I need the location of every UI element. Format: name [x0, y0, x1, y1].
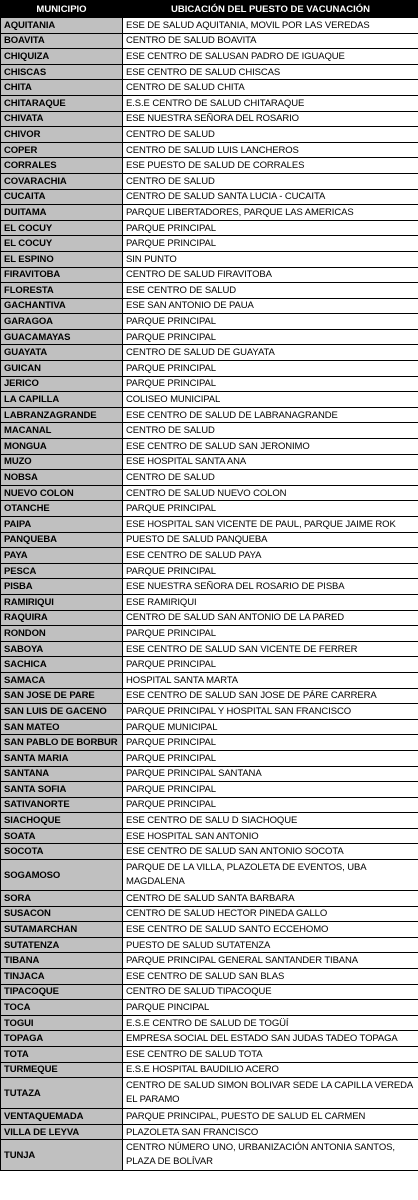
ubicacion-cell: CENTRO DE SALUD: [123, 470, 418, 486]
table-row: [1, 922, 418, 938]
table-row: [1, 111, 418, 127]
municipio-cell: CHISCAS: [1, 64, 123, 80]
municipio-cell: EL ESPINO: [1, 251, 123, 267]
ubicacion-cell: E.S.E CENTRO DE SALUD CHITARAQUE: [123, 95, 418, 111]
municipio-cell: PAIPA: [1, 517, 123, 533]
table-row: [1, 610, 418, 626]
municipio-cell: SANTA SOFIA: [1, 782, 123, 798]
ubicacion-cell: CENTRO DE SALUD: [123, 173, 418, 189]
municipio-cell: SUSACON: [1, 906, 123, 922]
municipio-cell: MACANAL: [1, 423, 123, 439]
municipio-cell: EL COCUY: [1, 220, 123, 236]
municipio-cell: GUACAMAYAS: [1, 329, 123, 345]
municipio-cell: MONGUA: [1, 439, 123, 455]
ubicacion-cell: ESE HOSPITAL SANTA ANA: [123, 454, 418, 470]
municipio-cell: TIPACOQUE: [1, 984, 123, 1000]
table-row: [1, 641, 418, 657]
table-row: [1, 828, 418, 844]
table-row: [1, 439, 418, 455]
table-row: [1, 750, 418, 766]
table-row: [1, 1047, 418, 1063]
table-row: [1, 376, 418, 392]
municipio-cell: DUITAMA: [1, 205, 123, 221]
table-row: [1, 969, 418, 985]
table-row: [1, 579, 418, 595]
municipio-cell: GARAGOA: [1, 314, 123, 330]
municipio-cell: JERICO: [1, 376, 123, 392]
ubicacion-cell: PARQUE PRINCIPAL: [123, 329, 418, 345]
ubicacion-cell: PARQUE PRINCIPAL Y HOSPITAL SAN FRANCISCO: [123, 704, 418, 720]
municipio-cell: TINJACA: [1, 969, 123, 985]
ubicacion-cell: PUESTO DE SALUD SUTATENZA: [123, 937, 418, 953]
municipio-cell: SAN PABLO DE BORBUR: [1, 735, 123, 751]
ubicacion-cell: ESE NUESTRA SEÑORA DEL ROSARIO DE PISBA: [123, 579, 418, 595]
ubicacion-cell: PARQUE LIBERTADORES, PARQUE LAS AMERICAS: [123, 205, 418, 221]
municipio-cell: CHIVOR: [1, 127, 123, 143]
ubicacion-cell: PARQUE PRINCIPAL: [123, 501, 418, 517]
ubicacion-cell: PARQUE PRINCIPAL: [123, 750, 418, 766]
ubicacion-cell: PARQUE DE LA VILLA, PLAZOLETA DE EVENTOS, UBA MAGDALENA: [123, 860, 418, 891]
ubicacion-cell: ESE CENTRO DE SALUD SANTO ECCEHOMO: [123, 922, 418, 938]
table-row: [1, 1000, 418, 1016]
ubicacion-cell: EMPRESA SOCIAL DEL ESTADO SAN JUDAS TADEO TOPAGA: [123, 1031, 418, 1047]
ubicacion-cell: PARQUE PRINCIPAL: [123, 797, 418, 813]
municipio-cell: SIACHOQUE: [1, 813, 123, 829]
table-row: [1, 548, 418, 564]
ubicacion-cell: ESE HOSPITAL SAN ANTONIO: [123, 828, 418, 844]
ubicacion-cell: PARQUE PRINCIPAL: [123, 563, 418, 579]
table-row: [1, 517, 418, 533]
table-row: [1, 64, 418, 80]
ubicacion-cell: SIN PUNTO: [123, 251, 418, 267]
municipio-cell: SANTA MARIA: [1, 750, 123, 766]
municipio-cell: BOAVITA: [1, 33, 123, 49]
ubicacion-cell: ESE NUESTRA SEÑORA DEL ROSARIO: [123, 111, 418, 127]
header-row: [1, 1, 418, 18]
ubicacion-cell: PARQUE PRINCIPAL SANTANA: [123, 766, 418, 782]
municipio-cell: NUEVO COLON: [1, 485, 123, 501]
table-row: [1, 33, 418, 49]
table-row: [1, 485, 418, 501]
ubicacion-cell: ESE CENTRO DE SALUD SAN JOSE DE PÁRE CARRERA: [123, 688, 418, 704]
table-row: [1, 735, 418, 751]
municipio-cell: COPER: [1, 142, 123, 158]
municipio-cell: TURMEQUE: [1, 1062, 123, 1078]
municipio-cell: LA CAPILLA: [1, 392, 123, 408]
ubicacion-cell: PARQUE PRINCIPAL: [123, 314, 418, 330]
table-row: [1, 1062, 418, 1078]
table-row: [1, 49, 418, 65]
ubicacion-cell: ESE CENTRO DE SALUSAN PADRO DE IGUAQUE: [123, 49, 418, 65]
table-row: [1, 782, 418, 798]
table-row: [1, 688, 418, 704]
municipio-cell: CHITA: [1, 80, 123, 96]
table-row: [1, 173, 418, 189]
ubicacion-cell: ESE CENTRO DE SALUD TOTA: [123, 1047, 418, 1063]
ubicacion-cell: CENTRO NÚMERO UNO, URBANIZACIÓN ANTONIA SANTOS, PLAZA DE BOLÍVAR: [123, 1140, 418, 1171]
table-row: [1, 657, 418, 673]
ubicacion-cell: PARQUE PRINCIPAL: [123, 626, 418, 642]
municipio-cell: TOTA: [1, 1047, 123, 1063]
municipio-cell: FLORESTA: [1, 283, 123, 299]
municipio-cell: SAN JOSE DE PARE: [1, 688, 123, 704]
municipio-cell: RONDON: [1, 626, 123, 642]
table-row: [1, 704, 418, 720]
ubicacion-cell: PARQUE PRINCIPAL: [123, 236, 418, 252]
municipio-cell: RAMIRIQUI: [1, 594, 123, 610]
ubicacion-cell: ESE HOSPITAL SAN VICENTE DE PAUL, PARQUE JAIME ROK: [123, 517, 418, 533]
municipio-cell: SOGAMOSO: [1, 860, 123, 891]
ubicacion-cell: PARQUE PRINCIPAL: [123, 361, 418, 377]
table-row: [1, 937, 418, 953]
ubicacion-cell: E.S.E HOSPITAL BAUDILIO ACERO: [123, 1062, 418, 1078]
table-row: [1, 470, 418, 486]
table-body: [1, 18, 418, 1171]
ubicacion-cell: CENTRO DE SALUD SAN ANTONIO DE LA PARED: [123, 610, 418, 626]
table-row: [1, 407, 418, 423]
table-row: [1, 267, 418, 283]
municipio-cell: CHITARAQUE: [1, 95, 123, 111]
ubicacion-cell: PARQUE PRINCIPAL GENERAL SANTANDER TIBANA: [123, 953, 418, 969]
ubicacion-cell: COLISEO MUNICIPAL: [123, 392, 418, 408]
table-row: [1, 454, 418, 470]
table-row: [1, 142, 418, 158]
municipio-cell: VENTAQUEMADA: [1, 1109, 123, 1125]
table-row: [1, 813, 418, 829]
municipio-cell: TOPAGA: [1, 1031, 123, 1047]
ubicacion-cell: CENTRO DE SALUD LUIS LANCHEROS: [123, 142, 418, 158]
table-row: [1, 563, 418, 579]
municipio-cell: FIRAVITOBA: [1, 267, 123, 283]
ubicacion-cell: PARQUE PRINCIPAL: [123, 657, 418, 673]
ubicacion-header: UBICACIÓN DEL PUESTO DE VACUNACIÓN: [123, 1, 418, 18]
ubicacion-cell: ESE CENTRO DE SALUD SAN BLAS: [123, 969, 418, 985]
municipio-cell: SAMACA: [1, 672, 123, 688]
table-row: [1, 18, 418, 34]
ubicacion-cell: ESE CENTRO DE SALUD SAN VICENTE DE FERRER: [123, 641, 418, 657]
ubicacion-cell: PARQUE PRINCIPAL: [123, 735, 418, 751]
ubicacion-cell: ESE CENTRO DE SALUD PAYA: [123, 548, 418, 564]
municipio-cell: SUTATENZA: [1, 937, 123, 953]
municipio-cell: PAYA: [1, 548, 123, 564]
municipio-header: MUNICIPIO: [1, 1, 123, 18]
municipio-cell: SUTAMARCHAN: [1, 922, 123, 938]
table-row: [1, 719, 418, 735]
municipio-cell: CHIQUIZA: [1, 49, 123, 65]
ubicacion-cell: CENTRO DE SALUD SIMON BOLIVAR SEDE LA CAPILLA VEREDA EL PARAMO: [123, 1078, 418, 1109]
municipio-cell: SORA: [1, 891, 123, 907]
ubicacion-cell: PARQUE MUNICIPAL: [123, 719, 418, 735]
ubicacion-cell: PARQUE PINCIPAL: [123, 1000, 418, 1016]
ubicacion-cell: CENTRO DE SALUD NUEVO COLON: [123, 485, 418, 501]
table-row: [1, 345, 418, 361]
table-row: [1, 1031, 418, 1047]
table-row: [1, 766, 418, 782]
ubicacion-cell: ESE CENTRO DE SALUD DE LABRANAGRANDE: [123, 407, 418, 423]
table-row: [1, 205, 418, 221]
table-row: [1, 532, 418, 548]
ubicacion-cell: PUESTO DE SALUD PANQUEBA: [123, 532, 418, 548]
table-row: [1, 1124, 418, 1140]
municipio-cell: COVARACHIA: [1, 173, 123, 189]
municipio-cell: NOBSA: [1, 470, 123, 486]
municipio-cell: SABOYA: [1, 641, 123, 657]
table-row: [1, 127, 418, 143]
table-row: [1, 423, 418, 439]
table-row: [1, 501, 418, 517]
ubicacion-cell: ESE CENTRO DE SALU D SIACHOQUE: [123, 813, 418, 829]
ubicacion-cell: CENTRO DE SALUD DE GUAYATA: [123, 345, 418, 361]
municipio-cell: SANTANA: [1, 766, 123, 782]
municipio-cell: VILLA DE LEYVA: [1, 1124, 123, 1140]
table-row: [1, 220, 418, 236]
table-row: [1, 361, 418, 377]
ubicacion-cell: ESE DE SALUD AQUITANIA, MOVIL POR LAS VEREDAS: [123, 18, 418, 34]
table-row: [1, 626, 418, 642]
table-row: [1, 95, 418, 111]
ubicacion-cell: CENTRO DE SALUD TIPACOQUE: [123, 984, 418, 1000]
ubicacion-cell: ESE SAN ANTONIO DE PAUA: [123, 298, 418, 314]
ubicacion-cell: PARQUE PRINCIPAL: [123, 376, 418, 392]
municipio-cell: PESCA: [1, 563, 123, 579]
table-row: [1, 80, 418, 96]
table-row: [1, 329, 418, 345]
table-row: [1, 392, 418, 408]
municipio-cell: TOGUI: [1, 1015, 123, 1031]
table-row: [1, 891, 418, 907]
municipio-cell: TUTAZA: [1, 1078, 123, 1109]
ubicacion-cell: CENTRO DE SALUD BOAVITA: [123, 33, 418, 49]
ubicacion-cell: CENTRO DE SALUD CHITA: [123, 80, 418, 96]
table-row: [1, 1078, 418, 1109]
table-row: [1, 860, 418, 891]
table-row: [1, 906, 418, 922]
table-row: [1, 158, 418, 174]
municipio-cell: EL COCUY: [1, 236, 123, 252]
table-row: [1, 797, 418, 813]
ubicacion-cell: PARQUE PRINCIPAL: [123, 782, 418, 798]
municipio-cell: GUICAN: [1, 361, 123, 377]
municipio-cell: TOCA: [1, 1000, 123, 1016]
ubicacion-cell: ESE CENTRO DE SALUD CHISCAS: [123, 64, 418, 80]
table-row: [1, 283, 418, 299]
table-row: [1, 236, 418, 252]
ubicacion-cell: HOSPITAL SANTA MARTA: [123, 672, 418, 688]
table-row: [1, 298, 418, 314]
table-row: [1, 1109, 418, 1125]
municipio-cell: SAN MATEO: [1, 719, 123, 735]
ubicacion-cell: CENTRO DE SALUD: [123, 127, 418, 143]
table-row: [1, 984, 418, 1000]
municipio-cell: SAN LUIS DE GACENO: [1, 704, 123, 720]
municipio-cell: SACHICA: [1, 657, 123, 673]
municipio-cell: GACHANTIVA: [1, 298, 123, 314]
table-row: [1, 1140, 418, 1171]
table-row: [1, 314, 418, 330]
municipio-cell: SOATA: [1, 828, 123, 844]
municipio-cell: CORRALES: [1, 158, 123, 174]
ubicacion-cell: ESE RAMIRIQUI: [123, 594, 418, 610]
table-row: [1, 251, 418, 267]
ubicacion-cell: PARQUE PRINCIPAL: [123, 220, 418, 236]
municipio-cell: SOCOTA: [1, 844, 123, 860]
ubicacion-cell: CENTRO DE SALUD: [123, 423, 418, 439]
municipio-cell: LABRANZAGRANDE: [1, 407, 123, 423]
ubicacion-cell: PARQUE PRINCIPAL, PUESTO DE SALUD EL CARMEN: [123, 1109, 418, 1125]
municipio-cell: CHIVATA: [1, 111, 123, 127]
table-row: [1, 1015, 418, 1031]
ubicacion-cell: CENTRO DE SALUD HECTOR PINEDA GALLO: [123, 906, 418, 922]
municipio-cell: TIBANA: [1, 953, 123, 969]
table-row: [1, 672, 418, 688]
ubicacion-cell: CENTRO DE SALUD FIRAVITOBA: [123, 267, 418, 283]
ubicacion-cell: PLAZOLETA SAN FRANCISCO: [123, 1124, 418, 1140]
municipio-cell: OTANCHE: [1, 501, 123, 517]
ubicacion-cell: CENTRO DE SALUD SANTA LUCIA - CUCAITA: [123, 189, 418, 205]
table-row: [1, 189, 418, 205]
ubicacion-cell: E.S.E CENTRO DE SALUD DE TOGÜÍ: [123, 1015, 418, 1031]
table-row: [1, 844, 418, 860]
municipio-cell: SATIVANORTE: [1, 797, 123, 813]
ubicacion-cell: ESE CENTRO DE SALUD: [123, 283, 418, 299]
municipio-cell: PANQUEBA: [1, 532, 123, 548]
municipio-cell: PISBA: [1, 579, 123, 595]
ubicacion-cell: CENTRO DE SALUD SANTA BARBARA: [123, 891, 418, 907]
municipio-cell: GUAYATA: [1, 345, 123, 361]
municipio-cell: RAQUIRA: [1, 610, 123, 626]
municipio-cell: TUNJA: [1, 1140, 123, 1171]
municipio-cell: AQUITANIA: [1, 18, 123, 34]
municipio-cell: CUCAITA: [1, 189, 123, 205]
ubicacion-cell: ESE CENTRO DE SALUD SAN JERONIMO: [123, 439, 418, 455]
ubicacion-cell: ESE PUESTO DE SALUD DE CORRALES: [123, 158, 418, 174]
table-row: [1, 594, 418, 610]
table-row: [1, 953, 418, 969]
ubicacion-cell: ESE CENTRO DE SALUD SAN ANTONIO SOCOTA: [123, 844, 418, 860]
municipio-cell: MUZO: [1, 454, 123, 470]
